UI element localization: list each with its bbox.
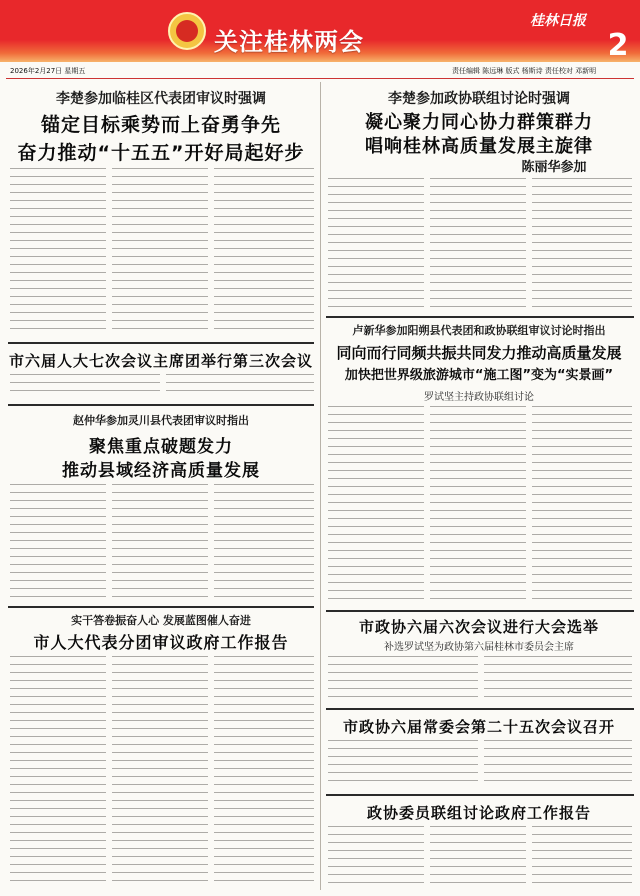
divider-7 xyxy=(326,794,634,796)
divider-4 xyxy=(326,316,634,318)
article-5-body-col-1 xyxy=(10,484,106,600)
article-1-body-col-1 xyxy=(10,168,106,336)
article-5-body-col-2 xyxy=(112,484,208,600)
article-7-body-col-1 xyxy=(10,656,106,888)
issue-date: 2026年2月27日 星期五 xyxy=(10,67,86,75)
article-8-body-col-2 xyxy=(484,740,632,788)
article-7-body-col-2 xyxy=(112,656,208,888)
article-6-body-col-1 xyxy=(328,656,478,702)
article-1-headline-1: 锚定目标乘势而上奋勇争先 xyxy=(40,114,281,136)
article-5-headline-1: 聚焦重点破题发力 xyxy=(89,437,233,457)
divider-1 xyxy=(8,342,314,344)
article-2-body-col-1 xyxy=(328,178,424,310)
article-9-body-col-2 xyxy=(430,826,526,888)
article-4-headline-2: 加快把世界级旅游城市“施工图”变为“实景画” xyxy=(344,368,614,383)
article-2-byline: 陈丽华参加 xyxy=(521,160,587,175)
article-9-body-col-3 xyxy=(532,826,632,888)
article-4-kicker: 卢新华参加阳朔县代表团和政协联组审议讨论时指出 xyxy=(352,324,606,337)
article-6-body-col-2 xyxy=(484,656,632,702)
article-2-headline-2: 唱响桂林高质量发展主旋律 xyxy=(365,136,593,157)
article-2-body-col-2 xyxy=(430,178,526,310)
editor-credits: 责任编辑 陈远琳 版式 杨斯诗 责任校对 邓新明 xyxy=(452,67,597,75)
article-2-kicker: 李楚参加政协联组讨论时强调 xyxy=(388,91,570,107)
emblem-center xyxy=(176,20,198,42)
article-1-body-col-2 xyxy=(112,168,208,336)
divider-6 xyxy=(326,708,634,710)
article-1-body-col-3 xyxy=(214,168,314,336)
article-4-body-col-3 xyxy=(532,406,632,604)
article-4-headline-1: 同向而行同频共振共同发力推动高质量发展 xyxy=(336,344,622,362)
page-number: 2 xyxy=(607,28,629,63)
column-divider xyxy=(320,82,321,890)
article-3-body-col-1 xyxy=(10,374,160,398)
article-4-byline: 罗试坚主持政协联组讨论 xyxy=(424,392,534,403)
article-3-headline: 市六届人大七次会议主席团举行第三次会议 xyxy=(8,352,313,370)
article-6-subheadline: 补选罗试坚为政协第六届桂林市委员会主席 xyxy=(384,642,574,653)
article-4-body-col-1 xyxy=(328,406,424,604)
article-8-headline: 市政协六届常委会第二十五次会议召开 xyxy=(342,718,615,736)
article-7-body-col-3 xyxy=(214,656,314,888)
article-1-kicker: 李楚参加临桂区代表团审议时强调 xyxy=(56,91,266,107)
article-8-body-col-1 xyxy=(328,740,478,788)
article-9-headline: 政协委员联组讨论政府工作报告 xyxy=(366,804,591,822)
article-4-body-col-2 xyxy=(430,406,526,604)
divider-3 xyxy=(8,606,314,608)
divider-5 xyxy=(326,610,634,612)
paper-name: 桂林日报 xyxy=(530,13,586,29)
top-rule xyxy=(6,78,634,79)
article-5-body-col-3 xyxy=(214,484,314,600)
article-7-kicker: 实干答卷振奋人心 发展蓝图催人奋进 xyxy=(71,614,251,627)
divider-2 xyxy=(8,404,314,406)
article-3-body-col-2 xyxy=(166,374,314,398)
article-1-headline-2: 奋力推动“十五五”开好局起好步 xyxy=(17,142,305,164)
article-2-body-col-3 xyxy=(532,178,632,310)
section-title: 关注桂林两会 xyxy=(214,28,364,56)
article-5-kicker: 赵仲华参加灵川县代表团审议时指出 xyxy=(73,414,249,427)
article-5-headline-2: 推动县域经济高质量发展 xyxy=(62,461,260,481)
article-2-headline-1: 凝心聚力同心协力群策群力 xyxy=(365,112,593,133)
article-7-headline: 市人大代表分团审议政府工作报告 xyxy=(33,633,289,652)
article-6-headline: 市政协六届六次会议进行大会选举 xyxy=(358,618,599,636)
article-9-body-col-1 xyxy=(328,826,424,888)
